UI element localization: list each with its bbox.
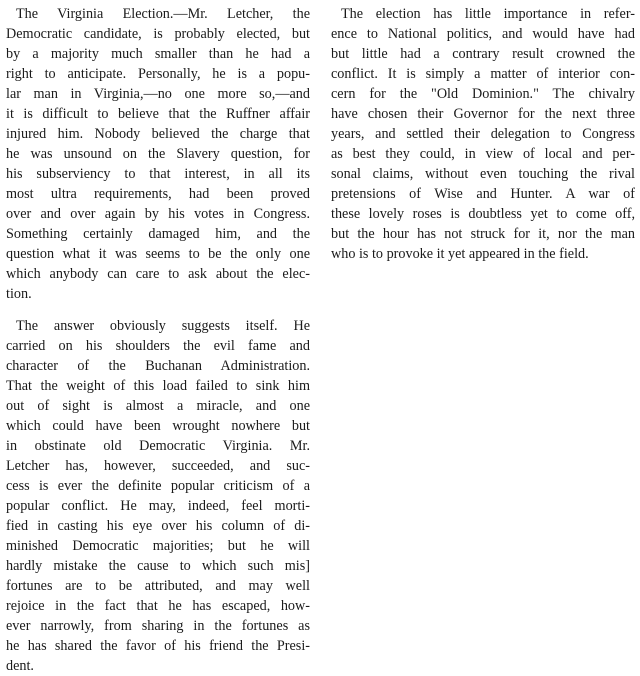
text-line: The answer obviously suggests itself. He bbox=[16, 318, 310, 334]
text-line: fortunes are to be attributed, and may well bbox=[6, 578, 310, 594]
text-line: character of the Buchanan Administration. bbox=[6, 358, 310, 374]
text-line: which anybody can care to ask about the elec- bbox=[6, 266, 310, 282]
text-line: right to anticipate. Personally, he is a popu- bbox=[6, 66, 310, 82]
text-line: minished Democratic majorities; but he will bbox=[6, 538, 310, 554]
text-line: in obstinate old Democratic Virginia. Mr. bbox=[6, 438, 310, 454]
text-line: he has shared the favor of his friend the Presi- bbox=[6, 638, 310, 654]
text-line: carried on his shoulders the evil fame and bbox=[6, 338, 310, 354]
paragraph-election-importance bbox=[331, 4, 635, 264]
text-line: sonal claims, without even touching the rival bbox=[331, 166, 635, 182]
text-line: Something certainly damaged him, and the bbox=[6, 226, 310, 242]
text-line: Democratic candidate, is probably elected, but bbox=[6, 26, 310, 42]
text-line: these lovely roses is doubtless yet to come off, bbox=[331, 206, 635, 222]
text-line: by a majority much smaller than he had a bbox=[6, 46, 310, 62]
text-line: most ultra requirements, had been proved bbox=[6, 186, 310, 202]
text-line: as best they could, in view of local and per- bbox=[331, 146, 635, 162]
text-line: over and over again by his votes in Congress. bbox=[6, 206, 310, 222]
text-line: ever narrowly, from sharing in the fortunes as bbox=[6, 618, 310, 634]
text-line: conflict. It is simply a matter of interior con- bbox=[331, 66, 635, 82]
text-line: Letcher has, however, succeeded, and suc- bbox=[6, 458, 310, 474]
text-line: he was unsound on the Slavery question, for bbox=[6, 146, 310, 162]
right-column bbox=[331, 4, 635, 264]
text-line: popular conflict. He may, indeed, feel morti- bbox=[6, 498, 310, 514]
text-line: years, and settled their delegation to Congress bbox=[331, 126, 635, 142]
text-line: who is to provoke it yet appeared in the field. bbox=[331, 246, 589, 262]
text-line: ence to National politics, and would have had bbox=[331, 26, 635, 42]
text-line: The Virginia Election.—Mr. Letcher, the bbox=[16, 6, 310, 22]
text-line: tion. bbox=[6, 286, 32, 302]
text-line: That the weight of this load failed to sink him bbox=[6, 378, 310, 394]
text-line: The election has little importance in refer- bbox=[341, 6, 635, 22]
text-line: pretensions of Wise and Hunter. A war of bbox=[331, 186, 635, 202]
text-line: injured him. Nobody believed the charge that bbox=[6, 126, 310, 142]
text-line: but the hour has not struck for it, nor the man bbox=[331, 226, 635, 242]
paragraph-virginia-election bbox=[6, 4, 310, 304]
text-line: it is difficult to believe that the Ruffner affair bbox=[6, 106, 310, 122]
text-line: out of sight is almost a miracle, and one bbox=[6, 398, 310, 414]
text-line: have chosen their Governor for the next three bbox=[331, 106, 635, 122]
text-line: but little had a contrary result crowned the bbox=[331, 46, 635, 62]
paragraph-answer bbox=[6, 316, 310, 676]
left-column bbox=[6, 4, 310, 676]
text-line: fied in casting his eye over his column of di- bbox=[6, 518, 310, 534]
text-line: lar man in Virginia,—no one more so,—and bbox=[6, 86, 310, 102]
text-line: hardly mistake the cause to which such mis] bbox=[6, 558, 310, 574]
paragraph-gap bbox=[6, 304, 310, 316]
text-line: rejoice in the fact that he has escaped, how- bbox=[6, 598, 310, 614]
text-line: dent. bbox=[6, 658, 34, 674]
text-line: his subserviency to that interest, in all its bbox=[6, 166, 310, 182]
text-line: cess is ever the definite popular criticism of a bbox=[6, 478, 310, 494]
text-line: question what it was seems to be the only one bbox=[6, 246, 310, 262]
text-line: which could have been wrought nowhere but bbox=[6, 418, 310, 434]
text-line: cern for the "Old Dominion." The chivalry bbox=[331, 86, 635, 102]
